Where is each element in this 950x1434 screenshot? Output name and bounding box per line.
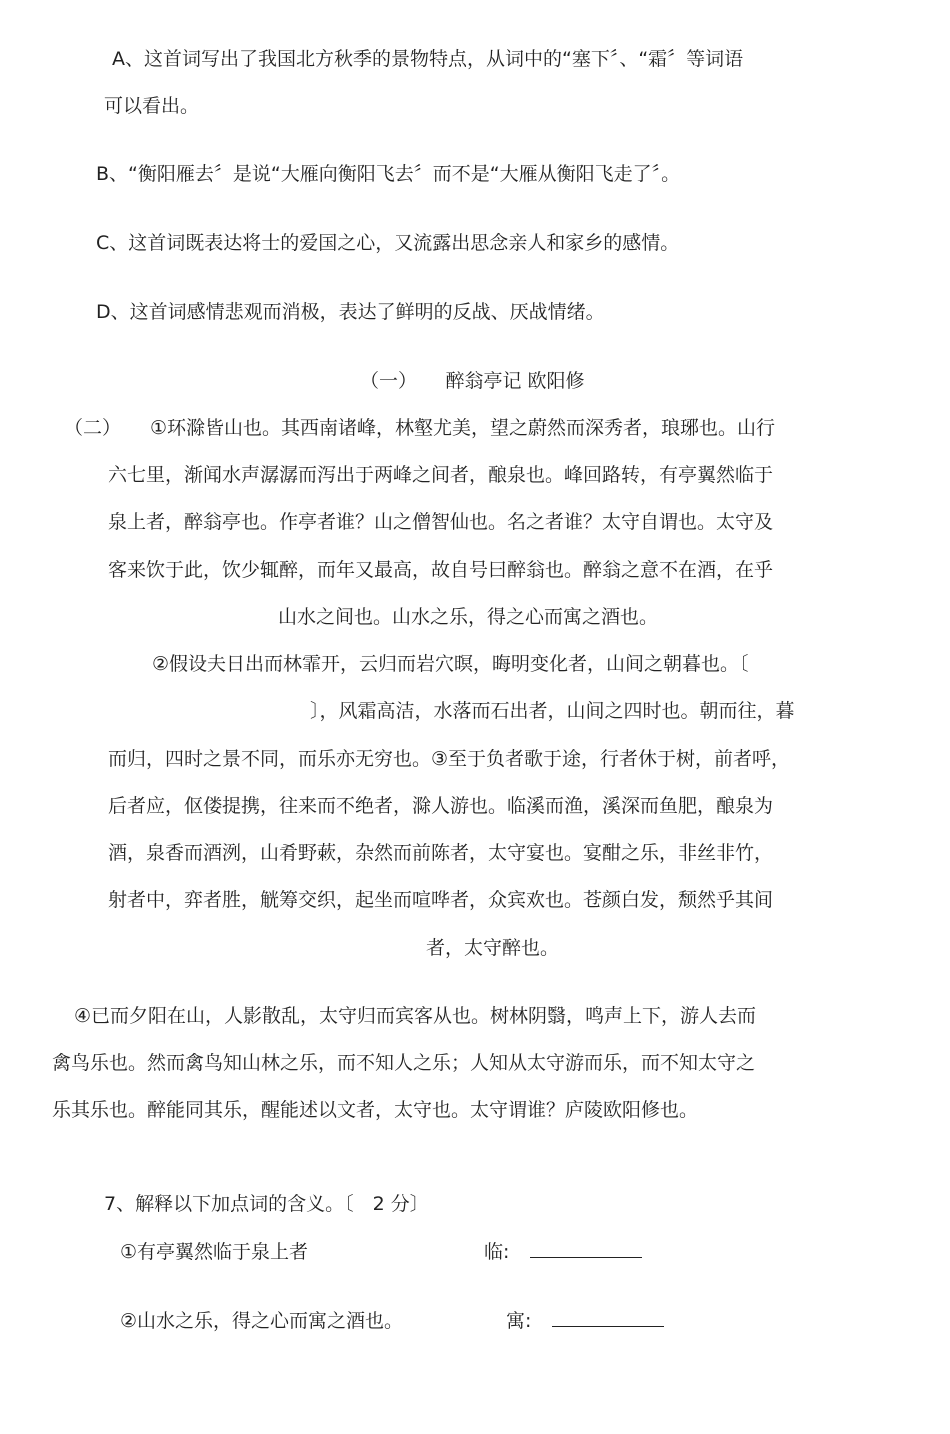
question-7-item-2-answer-blank[interactable]	[552, 1308, 664, 1334]
paragraph-1-line-2: 六七里，渐闻水声潺潺而泻出于两峰之间者，酿泉也。峰回路转，有亭翼然临于	[108, 464, 774, 486]
paragraph-2-line-6: 射者中，弈者胜，觥筹交织，起坐而喧哗者，众宾欢也。苍颜白发，颓然乎其间	[108, 889, 774, 911]
paragraph-2-line-5: 酒，泉香而酒洌，山肴野蔌，杂然而前陈者，太守宴也。宴酣之乐，非丝非竹，	[108, 842, 774, 864]
paragraph-4-line-3: 乐其乐也。醉能同其乐，醒能述以文者，太守也。太守谓谁？庐陵欧阳修也。	[52, 1099, 699, 1121]
question-7-item-2: ②山水之乐，得之心而寓之酒也。	[120, 1310, 404, 1332]
paragraph-2-line-7: 者，太守醉也。	[426, 937, 560, 959]
paragraph-1-line-5: 山水之间也。山水之乐，得之心而寓之酒也。	[278, 606, 659, 628]
paragraph-2-line-3: 而归，四时之景不同，而乐亦无穷也。③至于负者歌于途，行者休于树，前者呼，	[108, 748, 791, 770]
option-a-line2: 可以看出。	[104, 95, 200, 117]
paragraph-4-line-2: 禽鸟乐也。然而禽鸟知山林之乐，而不知人之乐；人知从太守游而乐，而不知太守之	[52, 1052, 756, 1074]
paragraph-2-line-2: 〕，风霜高洁，水落而石出者，山间之四时也。朝而往，暮	[310, 700, 795, 722]
passage-section-label: （二）	[64, 417, 122, 439]
question-7-item-1-answer-blank[interactable]	[530, 1239, 642, 1265]
question-7-item-2-label: 寓:	[506, 1310, 532, 1332]
paragraph-4-line-1: ④已而夕阳在山，人影散乱，太守归而宾客从也。树林阴翳，鸣声上下，游人去而	[74, 1005, 757, 1027]
option-a-line1: A、这首词写出了我国北方秋季的景物特点，从词中的“塞下〞、“霜〞等词语	[112, 48, 744, 70]
paragraph-1-line-4: 客来饮于此，饮少辄醉，而年又最高，故自号曰醉翁也。醉翁之意不在酒，在乎	[108, 559, 774, 581]
question-7-item-1-label: 临:	[484, 1241, 510, 1263]
paragraph-2-line-1: ②假设夫日出而林霏开，云归而岩穴暝，晦明变化者，山间之朝暮也。〔	[152, 653, 749, 675]
option-b: B、“衡阳雁去〞是说“大雁向衡阳飞去〞而不是“大雁从衡阳飞走了〞。	[96, 163, 681, 185]
paragraph-2-line-4: 后者应，伛偻提携，往来而不绝者，滁人游也。临溪而渔，溪深而鱼肥，酿泉为	[108, 795, 774, 817]
option-c: C、这首词既表达将士的爱国之心，又流露出思念亲人和家乡的感情。	[96, 232, 680, 254]
question-7-item-1: ①有亭翼然临于泉上者	[120, 1241, 309, 1263]
paragraph-1-line-3: 泉上者，醉翁亭也。作亭者谁？山之僧智仙也。名之者谁？太守自谓也。太守及	[108, 511, 774, 533]
passage-heading: （一） 醉翁亭记 欧阳修	[360, 370, 585, 392]
paragraph-1-line-1: ①环滁皆山也。其西南诸峰，林壑尤美，望之蔚然而深秀者，琅琊也。山行	[150, 417, 776, 439]
option-d: D、这首词感情悲观而消极，表达了鲜明的反战、厌战情绪。	[96, 301, 605, 323]
question-7-title: 7、解释以下加点词的含义。〔 2 分〕	[104, 1193, 429, 1215]
